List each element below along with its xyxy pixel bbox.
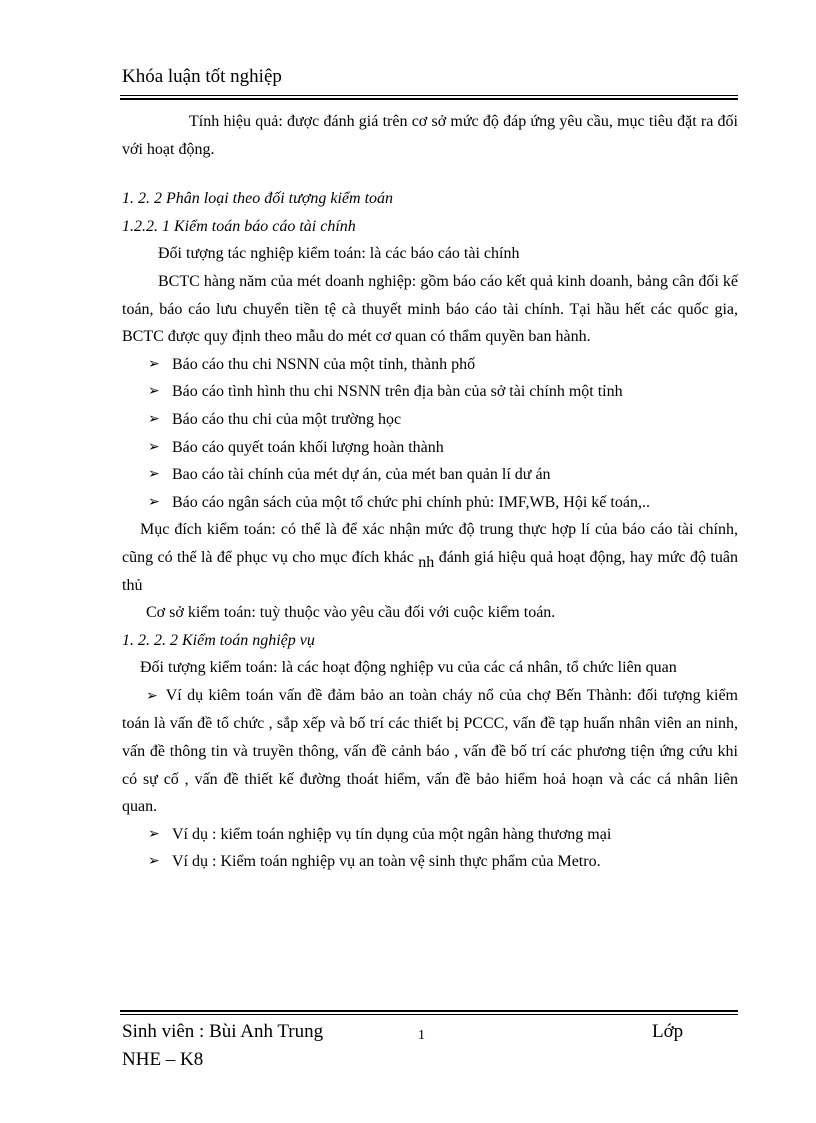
arrow-bullet-icon: ➢ xyxy=(148,854,160,870)
paragraph-operational-object: Đối tượng kiểm toán: là các hoạt động nghiệp vu của các cá nhân, tổ chức liên quan xyxy=(140,659,677,677)
list-item-text: Báo cáo thu chi của một trường học xyxy=(172,410,402,428)
list-item xyxy=(122,351,738,379)
list-item-text: Ví dụ : Kiểm toán nghiệp vụ an toàn vệ sinh thực phẩm của Metro. xyxy=(172,853,601,871)
purpose-text-b: đánh giá hiệu quả hoạt động, hay mức độ tuân thủ xyxy=(122,548,739,594)
section-heading-classification: 1. 2. 2 Phân loại theo đối tượng kiểm toán xyxy=(122,190,394,208)
section-heading-financial-audit: 1.2.2. 1 Kiểm toán báo cáo tài chính xyxy=(122,217,356,235)
footer-class-label: Lớp xyxy=(652,1021,684,1042)
arrow-bullet-icon: ➢ xyxy=(148,411,160,427)
purpose-text-a: Mục đích kiểm toán: có thể là để xác nhận mức độ trung thực hợp lí của báo cáo tài chính, cũng có thể là để phục vụ cho mục đích khác xyxy=(122,521,738,566)
footer-rule-thick xyxy=(120,1010,738,1012)
footer-class-code: NHE – K8 xyxy=(122,1049,204,1070)
document-body xyxy=(122,108,738,876)
list-item-text: Báo cáo thu chi NSNN của một tỉnh, thành phố xyxy=(172,355,476,373)
list-item-text: Bao cáo tài chính của mét dự án, của mét ban quản lí dư án xyxy=(172,466,551,484)
arrow-bullet-icon: ➢ xyxy=(148,467,160,483)
spacer xyxy=(122,163,738,185)
footer-student-name: Sinh viên : Bùi Anh Trung xyxy=(122,1021,324,1042)
bullet-list-examples xyxy=(122,821,738,876)
paragraph-audit-object: Đối tượng tác nghiệp kiểm toán: là các báo cáo tài chính xyxy=(158,245,520,263)
arrow-bullet-icon: ➢ xyxy=(148,494,160,510)
example-text: Ví dụ kiêm toán vấn đề đảm bảo an toàn cháy nổ của chợ Bến Thành: đối tượng kiểm toán là vấn đề tổ chức , sắp xếp và bố trí các thiết bị PCCC, vấn đề tạp huấn nhân viên an ninh, vấn đề thông tin và truyền thông, vấn đề cảnh báo , vấn đề bố trí các phương tiện ứng cứu khi có sự cố , vấn đề thiết kế đường thoát hiểm, vấn đề bảo hiểm hoả hoạn và các cá nhân liên quan. xyxy=(122,686,738,816)
header-rule-thin xyxy=(120,95,738,96)
list-item-text: Báo cáo tình hình thu chi NSNN trên địa bàn của sở tài chính một tỉnh xyxy=(172,383,623,401)
list-item-text: Báo cáo quyết toán khối lượng hoàn thành xyxy=(172,438,444,456)
section-heading-operational-audit: 1. 2. 2. 2 Kiểm toán nghiệp vụ xyxy=(122,631,315,649)
purpose-text-nh: nh xyxy=(418,553,435,571)
list-item xyxy=(122,489,738,517)
list-item xyxy=(122,434,738,462)
arrow-bullet-icon: ➢ xyxy=(146,688,158,704)
intro-paragraph: Tính hiệu quả: được đánh giá trên cơ sở mức độ đáp ứng yêu cầu, mục tiêu đặt ra đối với hoạt động. xyxy=(122,113,738,158)
list-item xyxy=(122,821,738,849)
arrow-bullet-icon: ➢ xyxy=(148,384,160,400)
bullet-list-reports xyxy=(122,351,738,517)
list-item-text: Ví dụ : kiểm toán nghiệp vụ tín dụng của một ngân hàng thương mại xyxy=(172,825,612,843)
header-rule-thick xyxy=(120,98,738,100)
paragraph-example-ben-thanh xyxy=(122,682,738,821)
page-header-title: Khóa luận tốt nghiệp xyxy=(122,66,282,87)
page-number: 1 xyxy=(418,1028,425,1043)
paragraph-audit-basis: Cơ sở kiểm toán: tuỳ thuộc vào yêu cầu đối với cuộc kiểm toán. xyxy=(146,604,556,622)
list-item xyxy=(122,848,738,876)
arrow-bullet-icon: ➢ xyxy=(148,439,160,455)
list-item xyxy=(122,461,738,489)
paragraph-bctc: BCTC hàng năm của mét doanh nghiệp: gồm báo cáo kết quả kinh doanh, bảng cân đối kế toán, báo cáo lưu chuyển tiền tệ cà thuyết minh báo cáo tài chính. Tại hầu hết các quốc gia, BCTC được quy định theo mẫu do mét cơ quan có thẩm quyền ban hành. xyxy=(122,272,738,346)
list-item xyxy=(122,406,738,434)
paragraph-audit-purpose xyxy=(122,516,738,599)
footer-student-block xyxy=(122,1018,323,1074)
arrow-bullet-icon: ➢ xyxy=(148,356,160,372)
list-item-text: Báo cáo ngân sách của một tổ chức phi chính phủ: IMF,WB, Hội kế toán,.. xyxy=(172,493,650,511)
arrow-bullet-icon: ➢ xyxy=(148,826,160,842)
list-item xyxy=(122,378,738,406)
footer-rule-thin xyxy=(120,1014,738,1015)
